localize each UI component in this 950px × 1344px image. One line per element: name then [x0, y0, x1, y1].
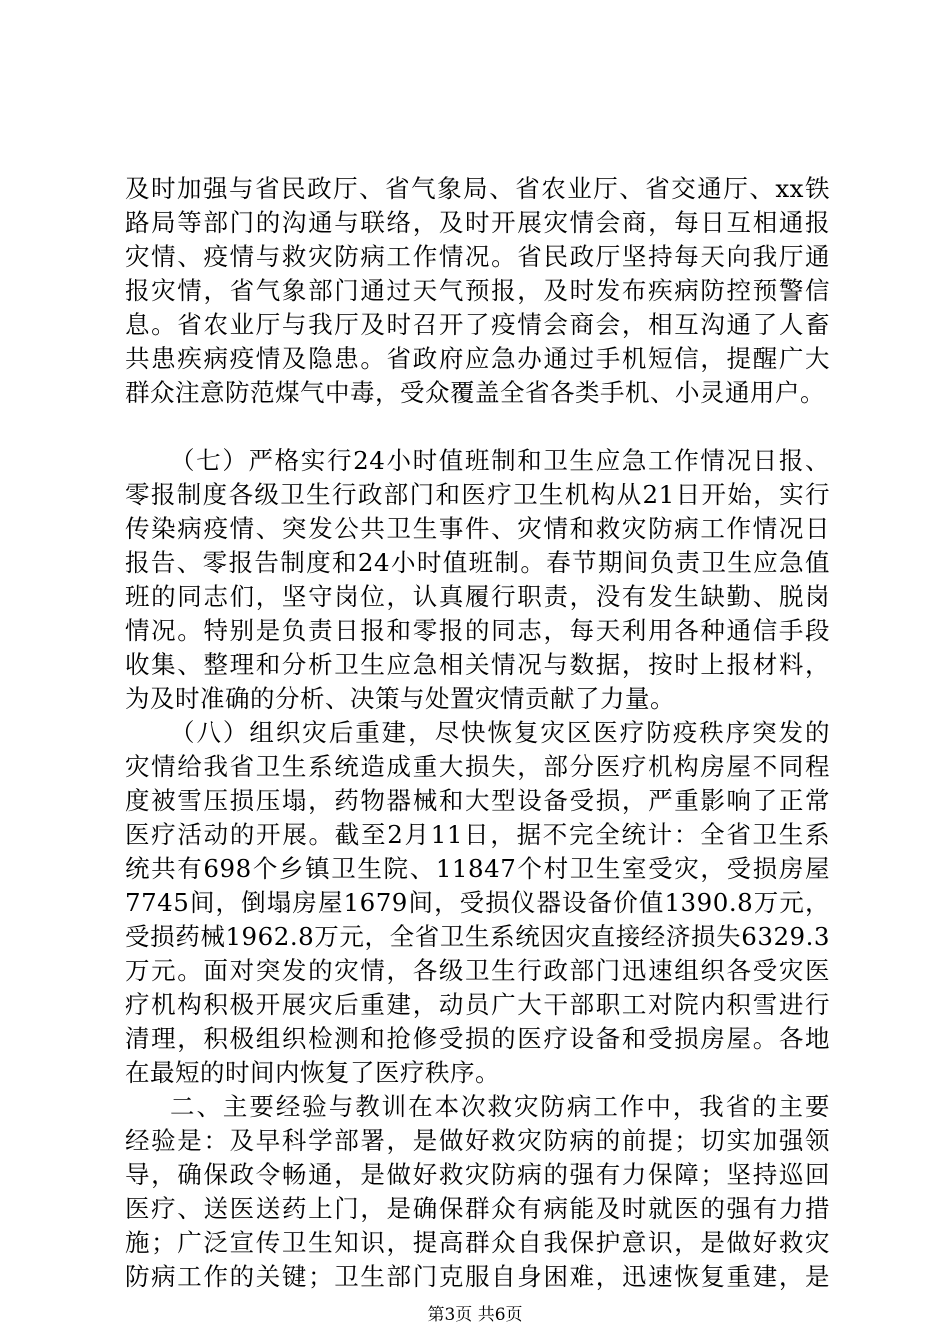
text-line: 医疗、送医送药上门，是确保群众有病能及时就医的强有力措	[125, 1194, 830, 1223]
text-line: 情况。特别是负责日报和零报的同志，每天利用各种通信手段	[125, 616, 830, 645]
text-line: 医疗活动的开展。截至2月11日，据不完全统计：全省卫生系	[125, 820, 830, 849]
text-line: 及时加强与省民政厅、省气象局、省农业厅、省交通厅、xx铁	[125, 174, 830, 203]
text-line: 在最短的时间内恢复了医疗秩序。	[125, 1058, 500, 1087]
text-line: 防病工作的关键；卫生部门克服自身困难，迅速恢复重建，是	[125, 1262, 830, 1291]
text-line: 灾情给我省卫生系统造成重大损失，部分医疗机构房屋不同程	[125, 752, 830, 781]
text-line: 报灾情，省气象部门通过天气预报，及时发布疾病防控预警信	[125, 276, 830, 305]
text-line: （七）严格实行24小时值班制和卫生应急工作情况日报、	[170, 446, 830, 475]
text-line: 零报制度各级卫生行政部门和医疗卫生机构从21日开始，实行	[125, 480, 830, 509]
text-line: 经验是：及早科学部署，是做好救灾防病的前提；切实加强领	[125, 1126, 830, 1155]
text-line: 路局等部门的沟通与联络，及时开展灾情会商，每日互相通报	[125, 208, 830, 237]
text-line: 班的同志们，坚守岗位，认真履行职责，没有发生缺勤、脱岗	[125, 582, 830, 611]
text-line: 疗机构积极开展灾后重建，动员广大干部职工对院内积雪进行	[125, 990, 830, 1019]
text-line: 受损药械1962.8万元，全省卫生系统因灾直接经济损失6329.3	[125, 922, 830, 951]
text-line: 为及时准确的分析、决策与处置灾情贡献了力量。	[125, 684, 675, 713]
text-line: （八）组织灾后重建，尽快恢复灾区医疗防疫秩序突发的	[170, 718, 830, 747]
text-line: 7745间，倒塌房屋1679间，受损仪器设备价值1390.8万元，	[125, 888, 830, 917]
text-line: 度被雪压损压塌，药物器械和大型设备受损，严重影响了正常	[125, 786, 830, 815]
text-line: 群众注意防范煤气中毒，受众覆盖全省各类手机、小灵通用户。	[125, 378, 825, 407]
page-number-footer: 第3页 共6页	[427, 1305, 523, 1325]
text-line: 灾情、疫情与救灾防病工作情况。省民政厅坚持每天向我厅通	[125, 242, 830, 271]
text-line: 息。省农业厅与我厅及时召开了疫情会商会，相互沟通了人畜	[125, 310, 830, 339]
text-line: 收集、整理和分析卫生应急相关情况与数据，按时上报材料，	[125, 650, 830, 679]
text-line: 万元。面对突发的灾情，各级卫生行政部门迅速组织各受灾医	[125, 956, 830, 985]
text-line: 施；广泛宣传卫生知识，提高群众自我保护意识，是做好救灾	[125, 1228, 830, 1257]
text-line: 清理，积极组织检测和抢修受损的医疗设备和受损房屋。各地	[125, 1024, 830, 1053]
text-line: 报告、零报告制度和24小时值班制。春节期间负责卫生应急值	[125, 548, 830, 577]
text-line: 共患疾病疫情及隐患。省政府应急办通过手机短信，提醒广大	[125, 344, 830, 373]
text-line: 统共有698个乡镇卫生院、11847个村卫生室受灾，受损房屋	[125, 854, 830, 883]
text-line: 传染病疫情、突发公共卫生事件、灾情和救灾防病工作情况日	[125, 514, 830, 543]
text-line: 二、主要经验与教训在本次救灾防病工作中，我省的主要	[170, 1092, 830, 1121]
text-line: 导，确保政令畅通，是做好救灾防病的强有力保障；坚持巡回	[125, 1160, 830, 1189]
